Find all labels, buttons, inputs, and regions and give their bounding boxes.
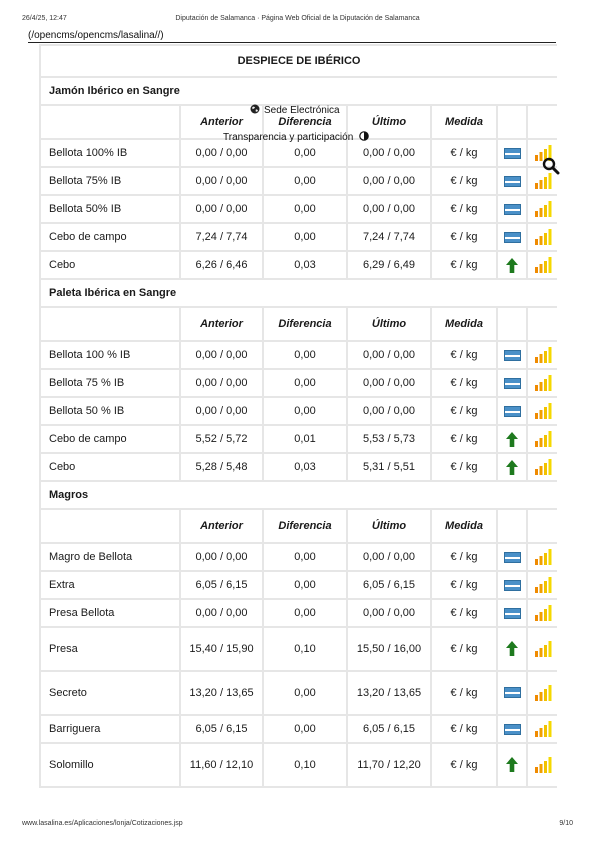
- trend-cell: [497, 341, 527, 369]
- anterior-value: 13,20 / 13,65: [180, 671, 263, 715]
- product-name: Bellota 75 % IB: [40, 369, 180, 397]
- equal-trend-icon: [504, 687, 521, 698]
- anterior-value: 0,00 / 0,00: [180, 369, 263, 397]
- header-diferencia: Diferencia: [263, 105, 347, 139]
- table-row: [40, 743, 557, 787]
- trend-cell: [497, 223, 527, 251]
- diferencia-value: 0,10: [263, 627, 347, 671]
- ultimo-value: 7,24 / 7,74: [347, 223, 431, 251]
- medida-value: € / kg: [431, 341, 497, 369]
- medida-value: € / kg: [431, 671, 497, 715]
- trend-cell: [497, 167, 527, 195]
- header-ultimo: Último: [347, 105, 431, 139]
- up-arrow-icon: [506, 460, 518, 475]
- product-name: Bellota 100% IB: [40, 139, 180, 167]
- diferencia-value: 0,00: [263, 599, 347, 627]
- product-name: Presa: [40, 627, 180, 671]
- print-url: www.lasalina.es/Aplicaciones/lonja/Cotizaciones.jsp: [22, 820, 183, 827]
- anterior-value: 6,05 / 6,15: [180, 715, 263, 743]
- up-arrow-icon: [506, 258, 518, 273]
- medida-value: € / kg: [431, 599, 497, 627]
- trend-cell: [497, 195, 527, 223]
- header-empty: [40, 105, 180, 139]
- header-ultimo: Último: [347, 509, 431, 543]
- medida-value: € / kg: [431, 425, 497, 453]
- anterior-value: 7,24 / 7,74: [180, 223, 263, 251]
- chart-cell[interactable]: [527, 251, 557, 279]
- medida-value: € / kg: [431, 571, 497, 599]
- print-page-title: Diputación de Salamanca · Página Web Oficial de la Diputación de Salamanca: [175, 15, 420, 22]
- product-name: Barriguera: [40, 715, 180, 743]
- medida-value: € / kg: [431, 543, 497, 571]
- equal-trend-icon: [504, 232, 521, 243]
- table-title-row: [40, 45, 557, 77]
- bar-chart-icon[interactable]: [534, 757, 552, 773]
- product-name: Cebo de campo: [40, 425, 180, 453]
- anterior-value: 0,00 / 0,00: [180, 341, 263, 369]
- chart-cell[interactable]: [527, 453, 557, 481]
- trend-cell: [497, 369, 527, 397]
- equal-trend-icon: [504, 350, 521, 361]
- section-title: Jamón Ibérico en Sangre: [40, 77, 557, 105]
- trend-cell: [497, 743, 527, 787]
- anterior-value: 0,00 / 0,00: [180, 397, 263, 425]
- section-row: [40, 279, 557, 307]
- column-header-row: [40, 509, 557, 543]
- diferencia-value: 0,00: [263, 671, 347, 715]
- bar-chart-icon[interactable]: [534, 431, 552, 447]
- trend-cell: [497, 599, 527, 627]
- ultimo-value: 0,00 / 0,00: [347, 341, 431, 369]
- table-row: [40, 369, 557, 397]
- product-name: Secreto: [40, 671, 180, 715]
- anterior-value: 6,26 / 6,46: [180, 251, 263, 279]
- table-row: [40, 571, 557, 599]
- medida-value: € / kg: [431, 743, 497, 787]
- up-arrow-icon: [506, 432, 518, 447]
- product-name: Extra: [40, 571, 180, 599]
- bar-chart-icon[interactable]: [534, 577, 552, 593]
- medida-value: € / kg: [431, 139, 497, 167]
- chart-cell[interactable]: [527, 223, 557, 251]
- print-date: 26/4/25, 12:47: [22, 15, 67, 22]
- bar-chart-icon[interactable]: [534, 403, 552, 419]
- table-title: DESPIECE DE IBÉRICO: [40, 45, 557, 77]
- search-icon[interactable]: [542, 157, 560, 175]
- bar-chart-icon[interactable]: [534, 201, 552, 217]
- chart-cell[interactable]: [527, 369, 557, 397]
- header-anterior: Anterior: [180, 105, 263, 139]
- header-ultimo: Último: [347, 307, 431, 341]
- diferencia-value: 0,00: [263, 195, 347, 223]
- ultimo-value: 6,05 / 6,15: [347, 715, 431, 743]
- section-title: Paleta Ibérica en Sangre: [40, 279, 557, 307]
- header-anterior: Anterior: [180, 307, 263, 341]
- bar-chart-icon[interactable]: [534, 173, 552, 189]
- bar-chart-icon[interactable]: [534, 641, 552, 657]
- equal-trend-icon: [504, 552, 521, 563]
- table-row: [40, 341, 557, 369]
- equal-trend-icon: [504, 406, 521, 417]
- ultimo-value: 6,05 / 6,15: [347, 571, 431, 599]
- equal-trend-icon: [504, 580, 521, 591]
- medida-value: € / kg: [431, 251, 497, 279]
- up-arrow-icon: [506, 757, 518, 772]
- trend-cell: [497, 715, 527, 743]
- header-medida: Medida: [431, 509, 497, 543]
- header-empty: [527, 307, 557, 341]
- equal-trend-icon: [504, 608, 521, 619]
- transparencia-link[interactable]: [223, 131, 369, 143]
- chart-cell[interactable]: [527, 599, 557, 627]
- trend-cell: [497, 571, 527, 599]
- header-medida: Medida: [431, 105, 497, 139]
- bar-chart-icon[interactable]: [534, 549, 552, 565]
- diferencia-value: 0,03: [263, 251, 347, 279]
- bar-chart-icon[interactable]: [534, 721, 552, 737]
- medida-value: € / kg: [431, 397, 497, 425]
- anterior-value: 0,00 / 0,00: [180, 139, 263, 167]
- product-name: Cebo de campo: [40, 223, 180, 251]
- table-row: [40, 167, 557, 195]
- header-empty: [40, 307, 180, 341]
- ultimo-value: 0,00 / 0,00: [347, 369, 431, 397]
- home-link[interactable]: (/opencms/opencms/lasalina//): [28, 30, 164, 41]
- ultimo-value: 5,53 / 5,73: [347, 425, 431, 453]
- bar-chart-icon[interactable]: [534, 229, 552, 245]
- transparencia-label: Transparencia y participación: [223, 132, 354, 143]
- bar-chart-icon[interactable]: [534, 347, 552, 363]
- anterior-value: 0,00 / 0,00: [180, 599, 263, 627]
- table-row: [40, 627, 557, 671]
- ultimo-value: 11,70 / 12,20: [347, 743, 431, 787]
- trend-cell: [497, 139, 527, 167]
- medida-value: € / kg: [431, 627, 497, 671]
- header-anterior: Anterior: [180, 509, 263, 543]
- diferencia-value: 0,00: [263, 369, 347, 397]
- header-diferencia: Diferencia: [263, 307, 347, 341]
- header-medida: Medida: [431, 307, 497, 341]
- table-row: [40, 715, 557, 743]
- column-header-row: [40, 307, 557, 341]
- anterior-value: 11,60 / 12,10: [180, 743, 263, 787]
- prices-table: [39, 44, 557, 788]
- product-name: Cebo: [40, 251, 180, 279]
- medida-value: € / kg: [431, 223, 497, 251]
- ultimo-value: 0,00 / 0,00: [347, 195, 431, 223]
- table-row: [40, 251, 557, 279]
- anterior-value: 0,00 / 0,00: [180, 167, 263, 195]
- section-row: [40, 481, 557, 509]
- product-name: Bellota 100 % IB: [40, 341, 180, 369]
- chart-cell[interactable]: [527, 715, 557, 743]
- ultimo-value: 13,20 / 13,65: [347, 671, 431, 715]
- equal-trend-icon: [504, 378, 521, 389]
- product-name: Presa Bellota: [40, 599, 180, 627]
- contrast-icon[interactable]: [359, 131, 369, 141]
- trend-cell: [497, 543, 527, 571]
- product-name: Bellota 75% IB: [40, 167, 180, 195]
- diferencia-value: 0,00: [263, 571, 347, 599]
- sede-electronica-label: Sede Electrónica: [264, 105, 340, 116]
- table-row: [40, 195, 557, 223]
- table-row: [40, 453, 557, 481]
- medida-value: € / kg: [431, 715, 497, 743]
- diferencia-value: 0,03: [263, 453, 347, 481]
- table-row: [40, 671, 557, 715]
- header-divider: [28, 42, 556, 43]
- equal-trend-icon: [504, 176, 521, 187]
- chart-cell[interactable]: [527, 571, 557, 599]
- up-arrow-icon: [506, 641, 518, 656]
- bar-chart-icon[interactable]: [534, 605, 552, 621]
- medida-value: € / kg: [431, 195, 497, 223]
- ultimo-value: 0,00 / 0,00: [347, 397, 431, 425]
- chart-cell[interactable]: [527, 543, 557, 571]
- product-name: Magro de Bellota: [40, 543, 180, 571]
- header-diferencia: Diferencia: [263, 509, 347, 543]
- table-row: [40, 139, 557, 167]
- print-header: [22, 15, 573, 27]
- ultimo-value: 0,00 / 0,00: [347, 167, 431, 195]
- header-empty: [527, 509, 557, 543]
- medida-value: € / kg: [431, 167, 497, 195]
- table-row: [40, 223, 557, 251]
- table-row: [40, 543, 557, 571]
- table-row: [40, 599, 557, 627]
- header-empty: [40, 509, 180, 543]
- diferencia-value: 0,00: [263, 341, 347, 369]
- trend-cell: [497, 627, 527, 671]
- medida-value: € / kg: [431, 369, 497, 397]
- equal-trend-icon: [504, 724, 521, 735]
- trend-cell: [497, 671, 527, 715]
- section-title: Magros: [40, 481, 557, 509]
- diferencia-value: 0,00: [263, 139, 347, 167]
- ultimo-value: 5,31 / 5,51: [347, 453, 431, 481]
- table-row: [40, 425, 557, 453]
- product-name: Bellota 50% IB: [40, 195, 180, 223]
- medida-value: € / kg: [431, 453, 497, 481]
- anterior-value: 0,00 / 0,00: [180, 195, 263, 223]
- diferencia-value: 0,01: [263, 425, 347, 453]
- product-name: Solomillo: [40, 743, 180, 787]
- trend-cell: [497, 251, 527, 279]
- bar-chart-icon[interactable]: [534, 375, 552, 391]
- chart-cell[interactable]: [527, 397, 557, 425]
- bar-chart-icon[interactable]: [534, 685, 552, 701]
- ultimo-value: 0,00 / 0,00: [347, 599, 431, 627]
- ultimo-value: 6,29 / 6,49: [347, 251, 431, 279]
- trend-cell: [497, 397, 527, 425]
- chart-cell[interactable]: [527, 195, 557, 223]
- diferencia-value: 0,00: [263, 543, 347, 571]
- diferencia-value: 0,00: [263, 223, 347, 251]
- ultimo-value: 15,50 / 16,00: [347, 627, 431, 671]
- chart-cell[interactable]: [527, 743, 557, 787]
- product-name: Bellota 50 % IB: [40, 397, 180, 425]
- equal-trend-icon: [504, 148, 521, 159]
- section-row: [40, 77, 557, 105]
- anterior-value: 5,52 / 5,72: [180, 425, 263, 453]
- product-name: Cebo: [40, 453, 180, 481]
- table-row: [40, 397, 557, 425]
- bar-chart-icon[interactable]: [534, 459, 552, 475]
- chart-cell[interactable]: [527, 341, 557, 369]
- equal-trend-icon: [504, 204, 521, 215]
- anterior-value: 6,05 / 6,15: [180, 571, 263, 599]
- bar-chart-icon[interactable]: [534, 257, 552, 273]
- diferencia-value: 0,00: [263, 397, 347, 425]
- trend-cell: [497, 425, 527, 453]
- anterior-value: 5,28 / 5,48: [180, 453, 263, 481]
- header-empty: [497, 105, 527, 139]
- print-page-number: 9/10: [559, 820, 573, 827]
- anterior-value: 0,00 / 0,00: [180, 543, 263, 571]
- header-empty: [527, 105, 557, 139]
- ultimo-value: 0,00 / 0,00: [347, 139, 431, 167]
- header-empty: [497, 509, 527, 543]
- prices-table-container: [39, 44, 557, 806]
- chart-cell[interactable]: [527, 671, 557, 715]
- sede-electronica-link[interactable]: [250, 104, 340, 116]
- diferencia-value: 0,10: [263, 743, 347, 787]
- ultimo-value: 0,00 / 0,00: [347, 543, 431, 571]
- header-empty: [497, 307, 527, 341]
- globe-icon: [250, 104, 260, 114]
- diferencia-value: 0,00: [263, 715, 347, 743]
- chart-cell[interactable]: [527, 425, 557, 453]
- trend-cell: [497, 453, 527, 481]
- anterior-value: 15,40 / 15,90: [180, 627, 263, 671]
- chart-cell[interactable]: [527, 627, 557, 671]
- diferencia-value: 0,00: [263, 167, 347, 195]
